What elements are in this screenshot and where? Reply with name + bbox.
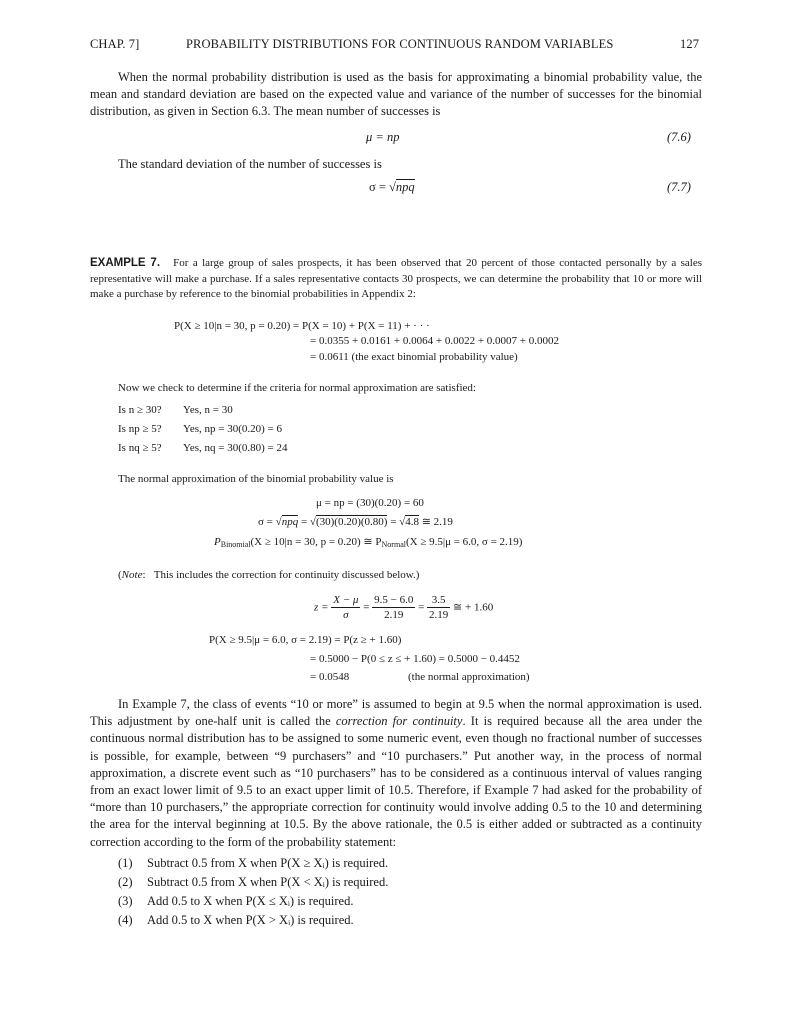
equation-mean-text: μ = np	[366, 130, 400, 144]
sigma-line	[258, 515, 453, 531]
criteria-answer-3: Yes, nq = 30(0.80) = 24	[183, 442, 288, 454]
z-den-3: 2.19	[429, 609, 449, 621]
sqrt-symbol-3: √	[399, 516, 406, 528]
z-num-1: X − μ	[333, 594, 359, 606]
sqrt-symbol-1: √	[275, 516, 282, 528]
rule-4-number: (4)	[118, 913, 133, 927]
prob-line-2: = 0.5000 − P(0 ≤ z ≤ + 1.60) = 0.5000 − 0.4452	[310, 653, 520, 665]
running-title: PROBABILITY DISTRIBUTIONS FOR CONTINUOUS RANDOM VARIABLES	[186, 37, 614, 51]
z-result: ≅ + 1.60	[453, 601, 494, 614]
note-line: (Note: This includes the correction for continuity discussed below.)	[118, 569, 420, 581]
criteria-question-2: Is np ≥ 5?	[118, 423, 162, 435]
approx-sub-normal: Normal	[381, 540, 406, 549]
sqrt-symbol: √	[389, 180, 396, 194]
z-fraction-1	[331, 594, 360, 622]
rule-1-number: (1)	[118, 856, 133, 870]
equation-sd-left: σ =	[369, 180, 390, 194]
rule-3-number: (3)	[118, 894, 133, 908]
approx-end: (X ≥ 9.5|μ = 6.0, σ = 2.19)	[405, 536, 523, 548]
rule-2-text: Subtract 0.5 from X when P(X < Xᵢ) is required.	[147, 875, 389, 889]
binomial-line-3: = 0.0611 (the exact binomial probability value)	[310, 351, 518, 363]
z-equals-2: =	[418, 601, 425, 614]
binomial-line-1: P(X ≥ 10|n = 30, p = 0.20) = P(X = 10) + P(X = 11) + · · ·	[174, 320, 430, 332]
criteria-question-1: Is n ≥ 30?	[118, 404, 162, 416]
z-den-2: 2.19	[384, 609, 404, 621]
chapter-label: CHAP. 7]	[90, 37, 140, 51]
sigma-radicand-2: (30)(0.20)(0.80)	[315, 516, 388, 528]
criteria-question-3: Is nq ≥ 5?	[118, 442, 162, 454]
equation-number-7-6: (7.6)	[667, 130, 691, 144]
z-left: z =	[314, 601, 329, 614]
sigma-left: σ =	[258, 516, 276, 528]
equation-number-7-7: (7.7)	[667, 180, 691, 194]
example-text: For a large group of sales prospects, it has been observed that 20 percent of those contacted personally by a sales representative will make a purchase. If a sales representative contacts 30 prospects, we can determine the probability that 10 or more will make a purchase by reference to the binomial probabilities in Appendix 2:	[90, 257, 702, 301]
sigma-result: ≅ 2.19	[418, 516, 453, 528]
example-7-paragraph	[90, 256, 702, 303]
z-num-2: 9.5 − 6.0	[374, 594, 414, 606]
z-den-1: σ	[343, 609, 349, 621]
continuity-text-1: In Example 7, the class of events “10 or more” is assumed to begin at 9.5 when the normal approximation is used. This adjustment by one-half unit is called the	[90, 697, 702, 729]
equation-mean	[366, 130, 399, 145]
z-equals-1: =	[363, 601, 370, 614]
criteria-answer-2: Yes, np = 30(0.20) = 6	[183, 423, 282, 435]
sigma-equals-1: =	[298, 516, 310, 528]
criteria-intro: Now we check to determine if the criteria for normal approximation are satisfied:	[118, 382, 476, 394]
approx-sub-binomial: Binomial	[220, 540, 251, 549]
approximation-line	[214, 535, 522, 553]
sqrt-symbol-2: √	[309, 516, 316, 528]
note-text: This includes the correction for continuity discussed below.)	[153, 569, 420, 581]
continuity-paragraph	[90, 696, 702, 851]
rule-1-text: Subtract 0.5 from X when P(X ≥ Xᵢ) is required.	[147, 856, 389, 870]
sigma-radicand-1: npq	[281, 516, 299, 528]
equation-sd-radicand: npq	[395, 180, 415, 194]
criteria-answer-1: Yes, n = 30	[183, 404, 233, 416]
approx-p-binomial: P	[214, 536, 221, 548]
z-fraction-2	[372, 594, 415, 622]
rule-3-text: Add 0.5 to X when P(X ≤ Xᵢ) is required.	[147, 894, 354, 908]
intro-paragraph: When the normal probability distribution is used as the basis for approximating a binomial probability value, the mean and standard deviation are based on the expected value and variance of the number of successes for the binomial distribution, as given in Section 6.3. The mean number of successes is	[90, 70, 702, 119]
continuity-term: correction for continuity	[335, 714, 463, 729]
example-label: EXAMPLE 7.	[90, 257, 161, 269]
normal-intro: The normal approximation of the binomial probability value is	[118, 473, 394, 485]
binomial-line-2: = 0.0355 + 0.0161 + 0.0064 + 0.0022 + 0.0007 + 0.0002	[310, 335, 559, 347]
sd-sentence: The standard deviation of the number of successes is	[118, 157, 382, 171]
z-fraction-3	[427, 594, 450, 622]
approx-middle: (X ≥ 10|n = 30, p = 0.20) ≅ P	[250, 536, 382, 548]
rule-2-number: (2)	[118, 875, 133, 889]
z-num-3: 3.5	[427, 594, 450, 608]
rule-4-text: Add 0.5 to X when P(X > Xᵢ) is required.	[147, 913, 354, 927]
page-number: 127	[680, 37, 700, 51]
z-equation	[314, 594, 493, 622]
prob-line-1: P(X ≥ 9.5|μ = 6.0, σ = 2.19) = P(z ≥ + 1.60)	[209, 634, 402, 646]
mu-line: μ = np = (30)(0.20) = 60	[316, 497, 424, 509]
note-label: Note	[121, 569, 143, 581]
equation-sd	[369, 180, 415, 195]
continuity-text-2: . It is required because all the area under the continuous normal distribution has to be assigned to some numeric event, even though no fractional number of successes is possible, for example, between “9 purchasers” and “10 purchasers.” Put another way, in the process of normal approximation, a discrete event such as “10 purchasers” has to be considered as a continuous interval of values ranging from an exact lower limit of 9.5 to an exact upper limit of 10.5. Therefore, if Example 7 had asked for the probability of “more than 10 purchasers,” the appropriate correction for continuity would involve adding 0.5 to the 10 and determining the area for the interval beginning at 10.5. By the above rationale, the 0.5 is either added or subtracted as a continuity correction according to the form of the probability statement:	[90, 714, 703, 849]
sigma-equals-2: =	[387, 516, 400, 528]
prob-line-3-value: = 0.0548	[310, 671, 350, 683]
sigma-radicand-3: 4.8	[405, 516, 419, 528]
prob-line-3-note: (the normal approximation)	[408, 671, 530, 683]
